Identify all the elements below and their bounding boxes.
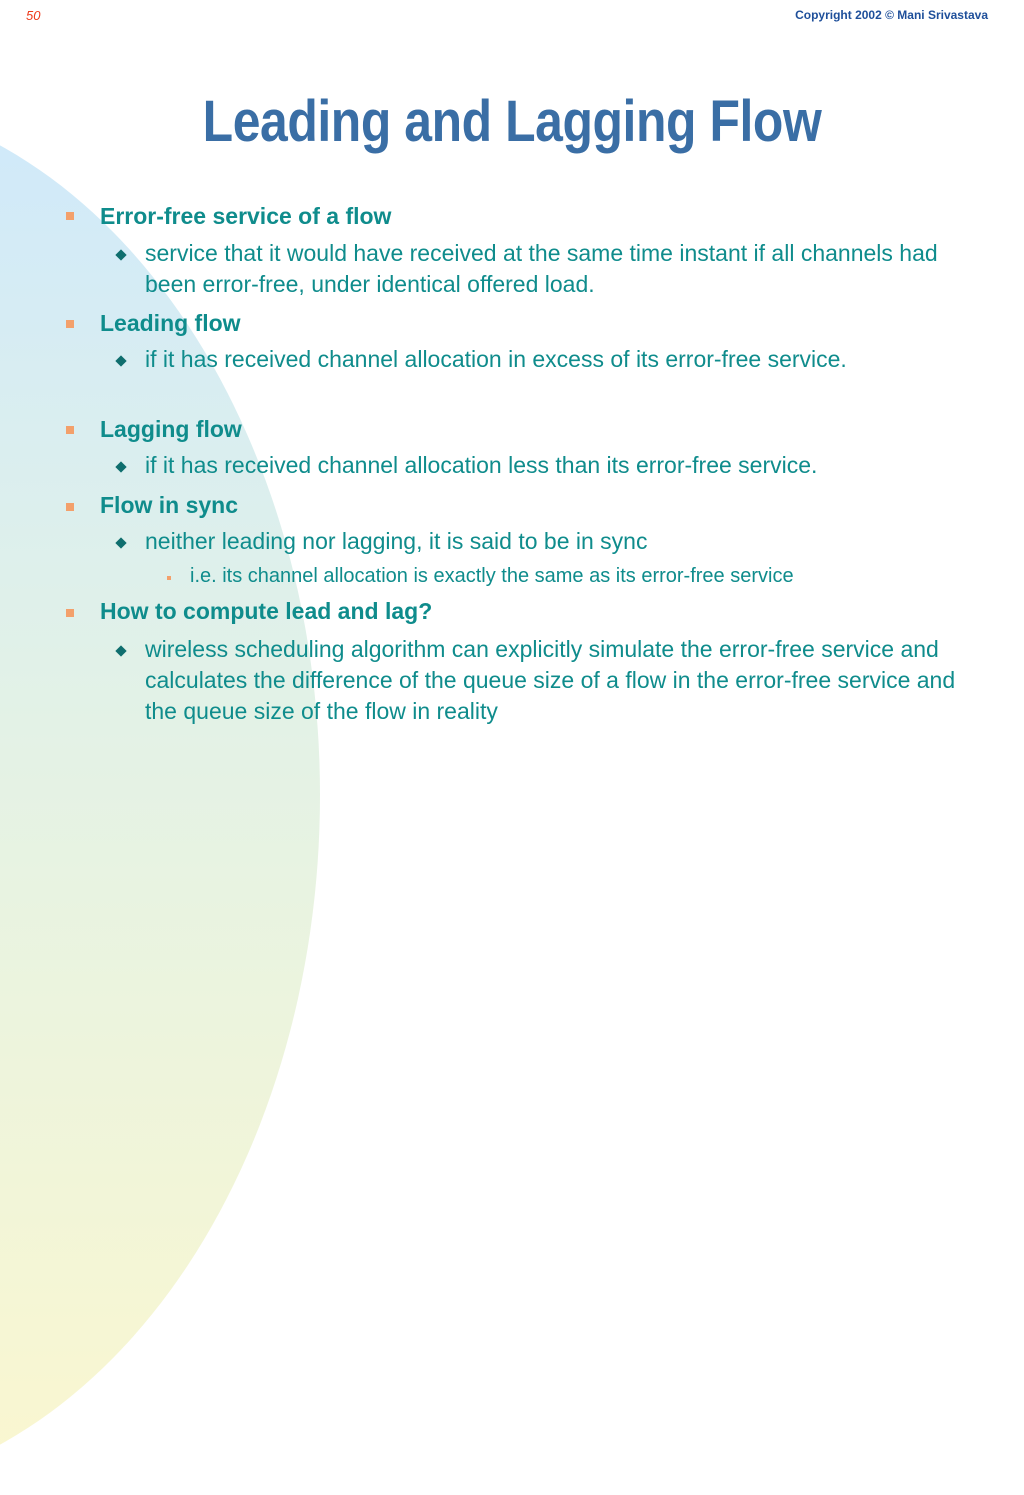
sub-item-compute-method: wireless scheduling algorithm can explicitly simulate the error-free service and calculates the difference of the queue size of a flow in the error-free service and the queue size of the flow in reality xyxy=(145,636,956,724)
bullet-item-lagging-flow: Lagging flow xyxy=(100,416,242,442)
background-gradient-arc xyxy=(0,95,320,1495)
sub-item-lagging-definition: if it has received channel allocation less than its error-free service. xyxy=(145,452,818,478)
slide-number: 50 xyxy=(26,8,41,23)
square-bullet-icon xyxy=(66,609,74,617)
sub-item-sync-definition: neither leading nor lagging, it is said to be in sync xyxy=(145,528,648,554)
bullet-item-flow-in-sync: Flow in sync xyxy=(100,492,239,518)
sub-item-error-free-definition: service that it would have received at the same time instant if all channels had been error-free, under identical offered load. xyxy=(145,240,938,297)
square-bullet-icon xyxy=(66,426,74,434)
bullet-item-leading-flow: Leading flow xyxy=(100,310,241,336)
small-square-bullet-icon xyxy=(167,576,171,580)
sub-sub-item-sync-detail: i.e. its channel allocation is exactly the same as its error-free service xyxy=(190,565,794,587)
sub-item-leading-definition: if it has received channel allocation in excess of its error-free service. xyxy=(145,346,847,372)
copyright-notice: Copyright 2002 © Mani Srivastava xyxy=(795,8,988,22)
square-bullet-icon xyxy=(66,503,74,511)
bullet-item-compute-lead-lag: How to compute lead and lag? xyxy=(100,598,433,624)
slide-title: Leading and Lagging Flow xyxy=(202,89,822,154)
square-bullet-icon xyxy=(66,320,74,328)
square-bullet-icon xyxy=(66,212,74,220)
bullet-item-error-free-service: Error-free service of a flow xyxy=(100,203,392,229)
